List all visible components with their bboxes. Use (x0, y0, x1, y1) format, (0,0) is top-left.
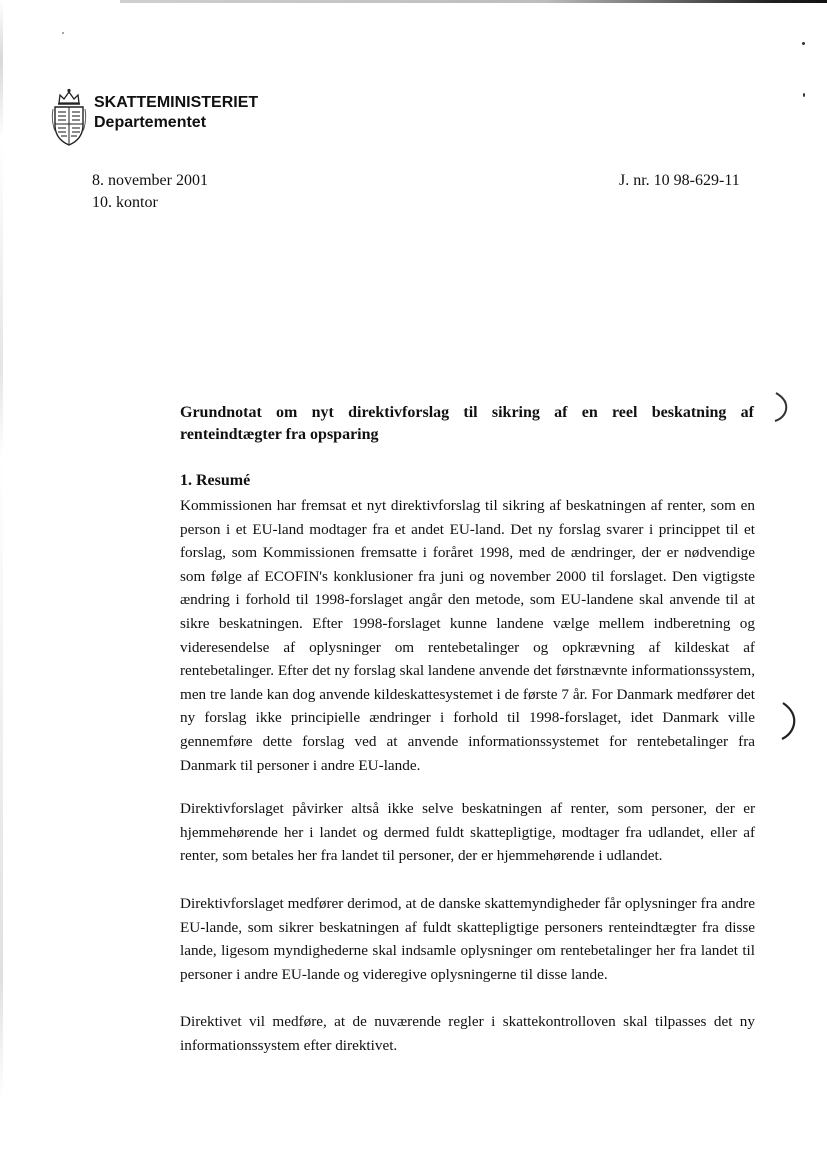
scan-border-top (120, 0, 827, 3)
document-title: Grundnotat om nyt direktivforslag til sikring af en reel beskatning af renteindtægter fra opsparing (180, 404, 754, 443)
paragraph-summary: Kommissionen har fremsat et nyt direktivforslag til sikring af beskatningen af renter, som en person i et EU-land modtager fra et andet EU-land. Det ny forslag svarer i princippet til et forslag, som Kommissionen fremsatte i foråret 1998, med de ændringer, der er nødvendige som følge af ECOFIN's konklusioner fra juni og november 2000 til forslaget. Den vigtigste ændring i forhold til 1998-forslaget angår den metode, som EU-landene skal anvende til at sikre beskatningen. Efter 1998-forslaget kunne landene vælge mellem indberetning og videresendelse af oplysninger om rentebetalinger og opkrævning af kildeskat af rentebetalinger. Efter det ny forslag skal landene anvende det førstnævnte informationssystem, men tre lande kan dog anvende kildeskattesystemet i de første 7 år. For Danmark medfører det ny forslag ikke principielle ændringer i forhold til 1998-forslaget, idet Danmark ville gennemføre dette forslag ved at anvende informationssystemet for rentebetalinger fra Danmark til personer i andre EU-lande. (180, 497, 755, 774)
meta-left (92, 170, 208, 214)
document-date: 8. november 2001 (92, 172, 208, 189)
section-heading: 1. Resumé (180, 472, 251, 489)
coat-of-arms-icon (50, 87, 88, 147)
scan-speck (802, 42, 805, 45)
ministry-name (94, 87, 258, 133)
department-title: Departementet (94, 114, 207, 131)
scan-speck (803, 93, 805, 97)
ministry-title: SKATTEMINISTERIET (94, 94, 259, 111)
scan-speck (62, 32, 64, 34)
journal-number: J. nr. 10 98-629-11 (619, 172, 740, 189)
paragraph-taxation: Direktivforslaget påvirker altså ikke selve beskatningen af renter, som personer, der er hjemmehørende her i landet og dermed fuldt skattepligtige, modtager fra udlandet, eller af renter, som betales her fra landet til personer, der er hjemmehørende i udlandet. (180, 800, 755, 865)
paragraph-information: Direktivforslaget medfører derimod, at de danske skattemyndigheder får oplysninger fra andre EU-lande, som sikrer beskatningen af fuldt skattepligtige personers renteindtægter fra disse lande, ligesom myndighederne skal indsamle oplysninger om rentebetalinger her fra landet til personer i andre EU-lande og videregive oplysningerne til disse lande. (180, 895, 755, 983)
scan-border-left (0, 0, 3, 1163)
hole-punch-bracket-icon (780, 700, 798, 742)
office-number: 10. kontor (92, 194, 158, 211)
hole-punch-bracket-icon (772, 390, 790, 424)
paragraph-directive: Direktivet vil medføre, at de nuværende regler i skattekontrolloven skal tilpasses det ny informationssystem efter direktivet. (180, 1013, 755, 1054)
letterhead (50, 87, 258, 147)
